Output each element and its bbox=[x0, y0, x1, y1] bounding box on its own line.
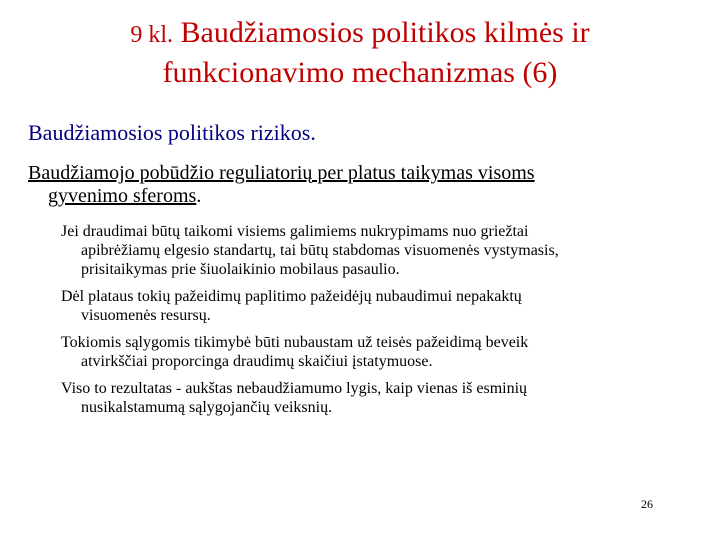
point-line: visuomenės resursų. bbox=[81, 307, 211, 324]
lead-line-2-wrap bbox=[28, 185, 648, 208]
point-line: Viso to rezultatas - aukštas nebaudžiamumo lygis, kaip vienas iš esminių bbox=[61, 380, 528, 397]
point-line: apibrėžiamų elgesio standartų, tai būtų stabdomas visuomenės vystymasis, bbox=[81, 242, 559, 259]
slide-title bbox=[40, 14, 680, 92]
point-line: Dėl plataus tokių pažeidimų paplitimo pažeidėjų nubaudimui nepakaktų bbox=[61, 288, 522, 305]
lead-line-2: gyvenimo sferoms bbox=[48, 185, 197, 207]
list-item bbox=[61, 379, 691, 417]
section-heading: Baudžiamosios politikos rizikos. bbox=[28, 120, 316, 145]
point-line: Tokiomis sąlygomis tikimybė būti nubaustam už teisės pažeidimą beveik bbox=[61, 334, 529, 351]
lead-paragraph bbox=[28, 162, 648, 208]
slide-title-line-1 bbox=[40, 14, 680, 54]
page-number: 26 bbox=[641, 497, 653, 511]
point-line: Jei draudimai būtų taikomi visiems galimiems nukrypimams nuo griežtai bbox=[61, 223, 529, 240]
list-item bbox=[61, 222, 691, 279]
lead-end: . bbox=[196, 185, 202, 207]
slide-title-line-2: funkcionavimo mechanizmas (6) bbox=[162, 56, 558, 89]
list-item bbox=[61, 287, 691, 325]
lead-line-1: Baudžiamojo pobūdžio reguliatorių per platus taikymas visoms bbox=[28, 162, 535, 184]
points-list bbox=[61, 222, 691, 425]
grade-label: 9 kl. bbox=[130, 22, 173, 48]
point-line: atvirkščiai proporcinga draudimų skaičiui įstatymuose. bbox=[81, 353, 433, 370]
point-line: nusikalstamumą sąlygojančių veiksnių. bbox=[81, 399, 333, 416]
title-text-1: Baudžiamosios politikos kilmės ir bbox=[180, 16, 590, 49]
point-line: prisitaikymas prie šiuolaikinio mobilaus pasaulio. bbox=[81, 261, 400, 278]
list-item bbox=[61, 333, 691, 371]
